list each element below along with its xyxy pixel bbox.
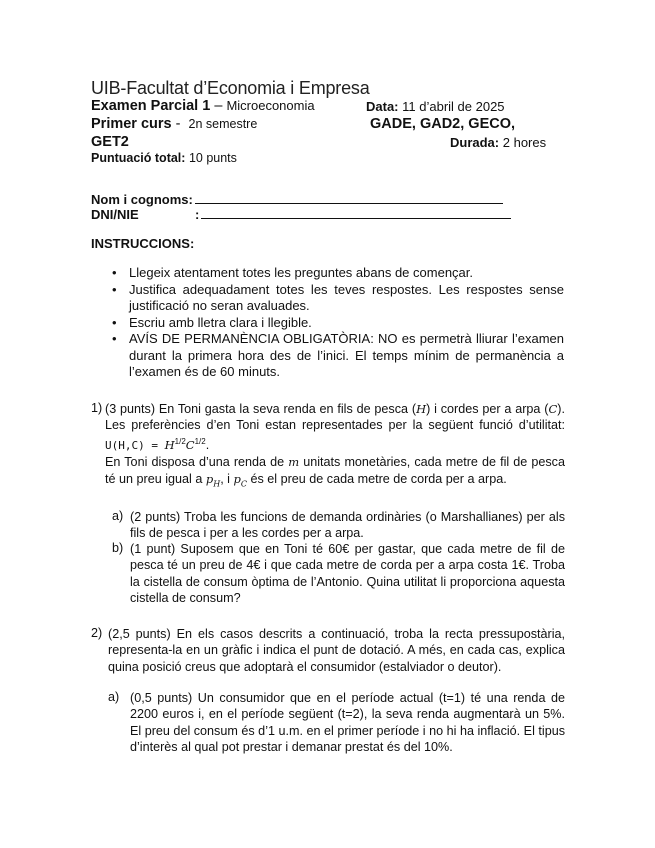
exam-separator: –: [210, 98, 227, 114]
utility-function: $U(H,C) = H^{1/2}C^{1/2}$: [105, 436, 206, 452]
course-separator: -: [171, 116, 185, 132]
duration-value: 2 hores: [502, 135, 547, 150]
duration-label: Durada:: [450, 135, 500, 150]
q1-number: 1): [91, 401, 103, 415]
var-ph: $p_H$: [205, 471, 221, 489]
id-field: [91, 206, 511, 222]
instruction-item: • AVÍS DE PERMANÈNCIA OBLIGATÒRIA: NO es permetrà lliurar l’examen durant la primera hora des de l’inici. El temps mínim de permanència a l’examen és de 60 minuts.: [112, 331, 564, 381]
q1-statement: (3 punts) En Toni gasta la seva renda en fils de pesca (H) i cordes per a arpa (C). Les preferències d’en Toni estan representades per la següent funció d’utilitat: $U(H,C) = H^{1/2}C^{1/2}$. En Toni disposa d’una renda de m unitats monetàries, cada metre de fil de pesca té un preu igual a $p_H$, i $p_C$ és el preu de cada metre de corda per a arpa.: [105, 402, 565, 489]
id-label: DNI/NIE: [91, 207, 139, 222]
id-colon: :: [195, 207, 200, 222]
name-input-line[interactable]: [195, 191, 503, 204]
q1b-text: (1 punt) Suposem que en Toni té 60€ per gastar, que cada metre de fil de pesca té un preu de 4€ i que cada metre de corda per a arpa costa 1€. Troba la cistella de consum òptima de l’Antonio. Quina utilitat li proporciona aquesta cistella de consum?: [130, 542, 565, 606]
date-label: Data:: [366, 99, 399, 114]
q2a-label: a): [108, 690, 120, 704]
var-m: m: [288, 455, 300, 470]
institution-title: UIB-Facultat d’Economia i Empresa: [91, 78, 370, 98]
semester: 2n semestre: [188, 117, 258, 131]
degrees-line2: GET2: [91, 134, 129, 150]
q2-statement: (2,5 punts) En els casos descrits a continuació, troba la recta pressupostària, representa-la en un gràfic i indica el punt de dotació. A més, en cada cas, explica quina posició creus que adoptarà el consumidor (estalviador o deutor).: [108, 627, 565, 674]
date-value: 11 d’abril de 2025: [402, 99, 505, 114]
q1a-label: a): [112, 509, 124, 523]
q1b-label: b): [112, 541, 124, 555]
q2a-text: (0,5 punts) Un consumidor que en el període actual (t=1) té una renda de 2200 euros i, en el període següent (t=2), la seva renda augmentarà un 5%. El preu del consum és d’1 u.m. en el primer període i no hi ha inflació. El tipus d’interès al qual pot prestar i demanar prestat és del 10%.: [130, 691, 565, 755]
exam-title: Examen Parcial 1: [91, 98, 211, 114]
id-input-line[interactable]: [201, 206, 511, 219]
degrees-line1: GADE, GAD2, GECO,: [370, 116, 516, 132]
instruction-item: • Justifica adequadament totes les teves respostes. Les respostes sense justificació no seran avaluades.: [112, 282, 564, 315]
subject-name: Microeconomia: [226, 98, 315, 113]
score-label: Puntuació total:: [91, 151, 186, 165]
instruction-item: • Escriu amb lletra clara i llegible.: [112, 315, 564, 332]
var-pc: $p_C$: [233, 471, 247, 489]
instructions-title: INSTRUCCIONS:: [91, 236, 195, 251]
instructions-list: [112, 265, 564, 381]
q1a-text: (2 punts) Troba les funcions de demanda ordinàries (o Marshallianes) per als fils de pesca i per a les cordes per a arpa.: [130, 510, 565, 541]
exam-title-line: [91, 98, 315, 114]
var-h: H: [416, 402, 427, 416]
var-c: C: [548, 402, 558, 416]
q2-number: 2): [91, 626, 103, 640]
name-label: Nom i cognoms:: [91, 192, 193, 207]
score-value: 10 punts: [188, 151, 237, 165]
total-score: [91, 151, 237, 165]
name-field: [91, 191, 503, 207]
exam-date: [366, 99, 505, 114]
instruction-item: • Llegeix atentament totes les preguntes abans de començar.: [112, 265, 564, 282]
course-label: Primer curs: [91, 116, 172, 132]
exam-duration: [450, 135, 546, 150]
course-line: [91, 116, 257, 132]
